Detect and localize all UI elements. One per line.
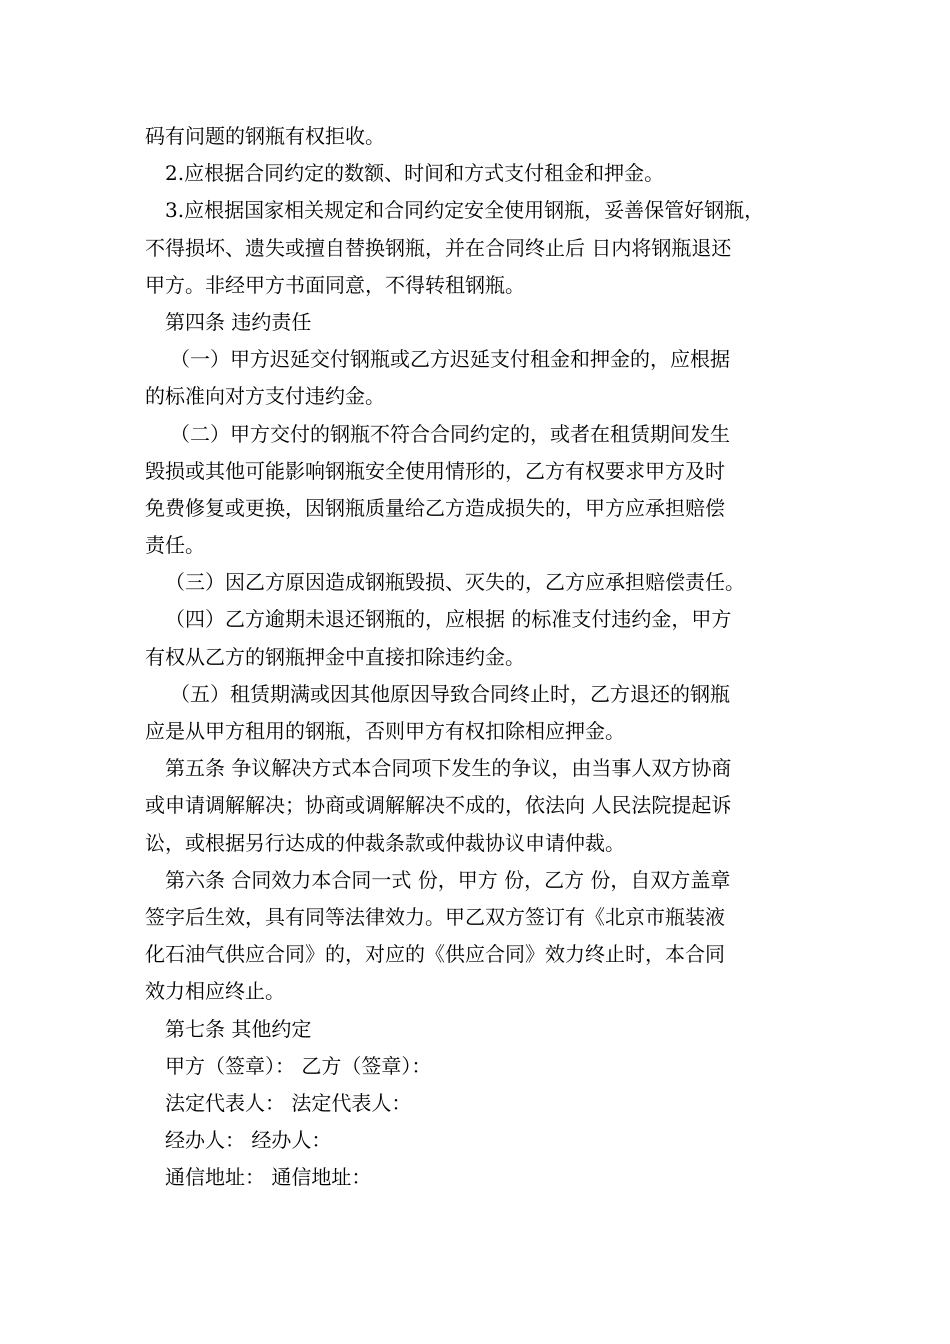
text-line: 甲方（签章）： 乙方（签章）： [165,1053,432,1078]
text-line: 应是从甲方租用的钢瓶，否则甲方有权扣除相应押金。 [145,719,625,743]
text-line: （五）租赁期满或因其他原因导致合同终止时，乙方退还的钢瓶 [170,681,730,706]
text-line: 的标准向对方支付违约金。 [145,384,385,409]
text-line: 免费修复或更换，因钢瓶质量给乙方造成损失的，甲方应承担赔偿 [145,495,725,520]
text-line: （三）因乙方原因造成钢瓶毁损、灭失的，乙方应承担赔偿责任。 [165,570,745,595]
text-line: （一）甲方迟延交付钢瓶或乙方迟延支付租金和押金的，应根据 [170,347,730,372]
text-line: 2.应根据合同约定的数额、时间和方式支付租金和押金。 [165,161,665,186]
text-line: 甲方。非经甲方书面同意，不得转租钢瓶。 [145,272,525,297]
text-line: 效力相应终止。 [145,979,285,1004]
text-line: 签字后生效，具有同等法律效力。甲乙双方签订有《北京市瓶装液 [145,904,725,929]
text-line: 讼，或根据另行达成的仲裁条款或仲裁协议申请仲裁。 [145,830,625,855]
text-line: 第七条 其他约定 [165,1016,312,1041]
contract-body [145,118,805,1196]
text-line: 不得损坏、遗失或擅自替换钢瓶，并在合同终止后 日内将钢瓶退还 [145,235,732,260]
text-line: 化石油气供应合同》的，对应的《供应合同》效力终止时，本合同 [145,942,725,967]
text-line: （四）乙方逾期未退还钢瓶的，应根据 的标准支付违约金，甲方 [165,607,732,632]
text-line: 或申请调解解决；协商或调解解决不成的，依法向 人民法院提起诉 [145,793,732,818]
text-line: 第四条 违约责任 [165,309,312,334]
text-line: 责任。 [145,533,205,558]
text-line: 3.应根据国家相关规定和合同约定安全使用钢瓶，妥善保管好钢瓶， [165,198,765,223]
text-line: 毁损或其他可能影响钢瓶安全使用情形的，乙方有权要求甲方及时 [145,458,725,483]
text-line: 通信地址： 通信地址： [165,1165,372,1190]
text-line: 有权从乙方的钢瓶押金中直接扣除违约金。 [145,644,525,669]
text-line: （二）甲方交付的钢瓶不符合合同约定的，或者在租赁期间发生 [170,421,730,446]
text-line: 法定代表人： 法定代表人： [165,1090,412,1115]
text-line: 第五条 争议解决方式本合同项下发生的争议，由当事人双方协商 [165,756,732,781]
text-line: 第六条 合同效力本合同一式 份，甲方 份，乙方 份，自双方盖章 [165,867,731,892]
text-line: 码有问题的钢瓶有权拒收。 [145,124,385,148]
text-line: 经办人： 经办人： [165,1128,332,1153]
